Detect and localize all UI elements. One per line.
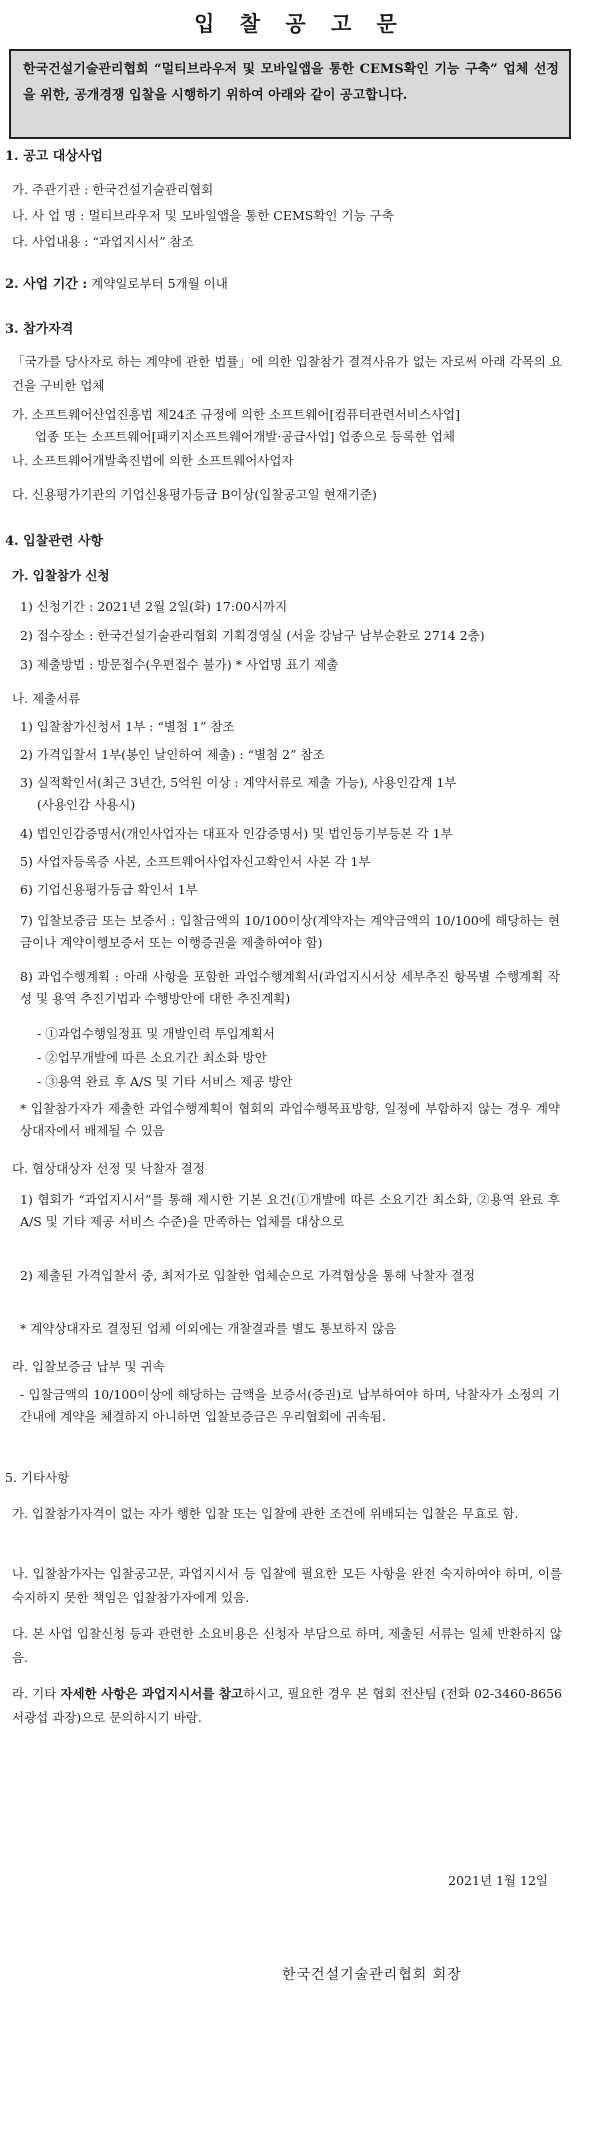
section-4-ga-heading: 가. 입찰참가 신청 — [12, 568, 110, 583]
section-4-na-item: 6) 기업신용평가등급 확인서 1부 — [20, 882, 198, 897]
section-3-heading: 3. 참가자격 — [5, 322, 74, 337]
section-1-heading: 1. 공고 대상사업 — [5, 149, 103, 164]
section-4-na-item: 5) 사업자등록증 사본, 소프트웨어사업자신고확인서 사본 각 1부 — [20, 854, 371, 869]
signature: 한국건설기술관리협회 회장 — [282, 1967, 462, 1983]
section-4-na-item: 2) 가격입찰서 1부(봉인 날인하여 제출) : “별첨 2” 참조 — [20, 747, 325, 762]
section-1-item: 나. 사 업 명 : 멀티브라우저 및 모바일앱을 통한 CEMS확인 기능 구축 — [12, 208, 394, 223]
section-4-da-item: 2) 제출된 가격입찰서 중, 최저가로 입찰한 업체순으로 가격협상을 통해 낙찰자 결정 — [20, 1268, 476, 1283]
section-4-na-subitem: - ②업무개발에 따른 소요기간 최소화 방안 — [37, 1050, 267, 1065]
section-5-item-ra — [12, 1682, 562, 1730]
section-4-na-item: 3) 실적확인서(최근 3년간, 5억원 이상 : 계약서류로 제출 가능), 사용인감계 1부 — [20, 775, 457, 790]
section-4-na-item-cont: (사용인감 사용시) — [37, 797, 136, 812]
section-4-ra-heading: 라. 입찰보증금 납부 및 귀속 — [12, 1359, 165, 1374]
section-1-item: 가. 주관기관 : 한국건설기술관리협회 — [12, 182, 214, 197]
section-1-item: 다. 사업내용 : “과업지시서” 참조 — [12, 234, 194, 249]
section-4-ra-text: - 입찰금액의 10/100이상에 해당하는 금액을 보증서(증권)로 납부하여야 하며, 낙찰자가 소정의 기간내에 계약을 체결하지 아니하면 입찰보증금은 우리협회에 귀속됨. — [20, 1387, 560, 1424]
page-title: 입 찰 공 고 문 — [194, 11, 406, 36]
section-4-ga-item: 3) 제출방법 : 방문접수(우편접수 불가) * 사업명 표기 제출 — [20, 657, 339, 672]
section-5-item-na: 나. 입찰참가자는 입찰공고문, 과업지시서 등 입찰에 필요한 모든 사항을 완전 숙지하여야 하며, 이를 숙지하지 못한 책임은 입찰참가자에게 있음. — [12, 1566, 562, 1605]
section-5-ra-post: 하시고, 필요한 경우 본 협회 전산팀 (전화 02-3460-8656 서광섭 과장)으로 문의하시기 바람. — [12, 1686, 563, 1725]
section-3-intro: 「국가를 당사자로 하는 계약에 관한 법률」에 의한 입찰참가 결격사유가 없는 자로써 아래 각목의 요건을 구비한 업체 — [12, 354, 562, 393]
section-3-item-ga: 가. 소프트웨어산업진흥법 제24조 규정에 의한 소프트웨어[컴퓨터관련서비스사업] — [12, 407, 460, 422]
section-4-da-note: * 계약상대자로 결정된 업체 이외에는 개찰결과를 별도 통보하지 않음 — [20, 1321, 397, 1336]
section-2-value: 계약일로부터 5개월 이내 — [91, 276, 228, 291]
section-3-item-ga-cont: 업종 또는 소프트웨어[패키지소프트웨어개발·공급사업] 업종으로 등록한 업체 — [35, 429, 455, 444]
issue-date: 2021년 1월 12일 — [448, 1873, 548, 1888]
section-3-item-na: 나. 소프트웨어개발촉진법에 의한 소프트웨어사업자 — [12, 453, 294, 468]
section-5-item-ga: 가. 입찰참가자격이 없는 자가 행한 입찰 또는 입찰에 관한 조건에 위배되는 입찰은 무효로 함. — [12, 1506, 519, 1521]
section-5-item-da: 다. 본 사업 입찰신청 등과 관련한 소요비용은 신청자 부담으로 하며, 제출된 서류는 일체 반환하지 않음. — [12, 1626, 562, 1665]
section-4-na-item: 4) 법인인감증명서(개인사업자는 대표자 인감증명서) 및 법인등기부등본 각 1부 — [20, 826, 453, 841]
section-4-heading: 4. 입찰관련 사항 — [5, 534, 103, 549]
section-2-line — [5, 275, 228, 294]
section-4-na-item: 8) 과업수행계획 : 아래 사항을 포함한 과업수행계획서(과업지시서상 세부추진 항목별 수행계획 작성 및 용역 추진기법과 수행방안에 대한 추진계획) — [20, 969, 560, 1006]
section-4-da-item: 1) 협회가 “과업지시서”를 통해 제시한 기본 요건(①개발에 따른 소요기간 최소화, ②용역 완료 후 A/S 및 기타 제공 서비스 수준)을 만족하는 업체를 대상으로 — [20, 1192, 560, 1229]
section-4-na-item: 1) 입찰참가신청서 1부 : “별첨 1” 참조 — [20, 719, 235, 734]
section-4-na-heading: 나. 제출서류 — [12, 691, 81, 706]
section-3-item-da: 다. 신용평가기관의 기업신용평가등급 B이상(입찰공고일 현재기준) — [12, 487, 377, 502]
section-4-na-note: * 입찰참가자가 제출한 과업수행계획이 협회의 과업수행목표방향, 일정에 부합하지 않는 경우 계약상대자에서 배제될 수 있음 — [20, 1101, 560, 1138]
section-4-na-subitem: - ③용역 완료 후 A/S 및 기타 서비스 제공 방안 — [37, 1074, 293, 1089]
section-5-ra-pre: 라. 기타 — [12, 1686, 61, 1701]
section-4-ga-item: 1) 신청기간 : 2021년 2월 2일(화) 17:00시까지 — [20, 599, 288, 614]
section-5-heading: 5. 기타사항 — [5, 1470, 70, 1485]
section-4-na-subitem: - ①과업수행일정표 및 개발인력 투입계획서 — [37, 1026, 275, 1041]
section-5-ra-bold: 자세한 사항은 과업지시서를 참고 — [60, 1686, 244, 1701]
section-2-heading: 2. 사업 기간 : — [5, 277, 88, 292]
section-4-na-item: 7) 입찰보증금 또는 보증서 : 입찰금액의 10/100이상(계약자는 계약금액의 10/100에 해당하는 현금이나 계약이행보증서 또는 이행증권을 제출하여야 함) — [20, 913, 560, 950]
section-4-da-heading: 다. 협상대상자 선정 및 낙찰자 결정 — [12, 1161, 205, 1176]
section-4-ga-item: 2) 접수장소 : 한국건설기술관리협회 기획경영실 (서울 강남구 남부순환로 2714 2층) — [20, 628, 485, 643]
intro-box: 한국건설기술관리협회 “멀티브라우저 및 모바일앱을 통한 CEMS확인 기능 구축” 업체 선정을 위한, 공개경쟁 입찰을 시행하기 위하여 아래와 같이 공고합니다. — [9, 49, 571, 139]
